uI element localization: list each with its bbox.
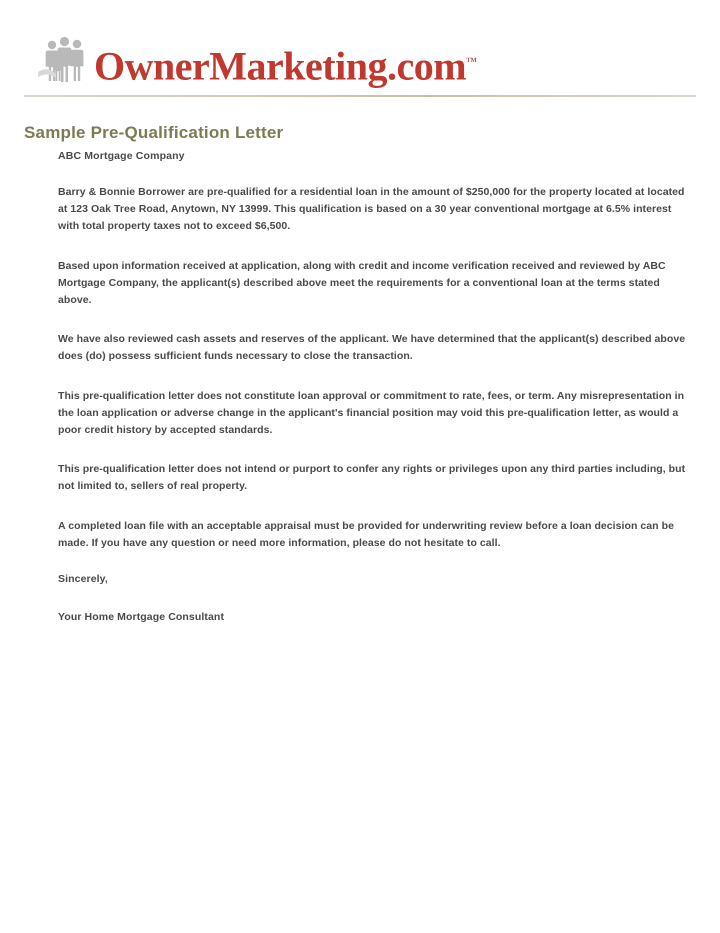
brand-logo[interactable]	[38, 30, 477, 86]
people-group-icon	[38, 34, 90, 84]
letter-paragraph-4: This pre-qualification letter does not constitute loan approval or commitment to rate, fees, or term. Any misrepresentation in the loan application or adverse change in the applicant's financial position may void this pre-qualification letter, as would a poor credit history by accepted standards.	[58, 389, 685, 437]
recipient-company: ABC Mortgage Company	[58, 150, 185, 162]
header-divider	[24, 95, 696, 97]
letter-paragraph-3: We have also reviewed cash assets and reserves of the applicant. We have determined that the applicant(s) described above does (do) possess sufficient funds necessary to close the transaction.	[58, 333, 686, 363]
brand-wordmark-text: OwnerMarketing.com	[94, 43, 467, 88]
letter-paragraph-2: Based upon information received at application, along with credit and income verification received and reviewed by ABC Mortgage Company, the applicant(s) described above meet the requirements for a conventional loan at the terms stated above.	[58, 259, 666, 307]
letter-closing: Sincerely,	[58, 573, 108, 586]
letter-signature: Your Home Mortgage Consultant	[58, 611, 225, 624]
page-header	[0, 0, 720, 100]
brand-wordmark	[94, 42, 477, 86]
letter-paragraph-6: A completed loan file with an acceptable appraisal must be provided for underwriting review before a loan decision can be made. If you have any question or need more information, please do not hesitate to call.	[58, 519, 674, 549]
letter-body	[58, 150, 694, 623]
trademark-symbol: ™	[466, 55, 478, 68]
page-title: Sample Pre-Qualification Letter	[24, 123, 284, 143]
letter-paragraph-5: This pre-qualification letter does not intend or purport to confer any rights or privileges upon any third parties including, but not limited to, sellers of real property.	[58, 463, 686, 493]
letter-paragraph-1: Barry & Bonnie Borrower are pre-qualified for a residential loan in the amount of $250,000 for the property located at located at 123 Oak Tree Road, Anytown, NY 13999. This qualification is based on a 30 year conventional mortgage at 6.5% interest with total property taxes not to exceed $6,500.	[58, 186, 685, 233]
